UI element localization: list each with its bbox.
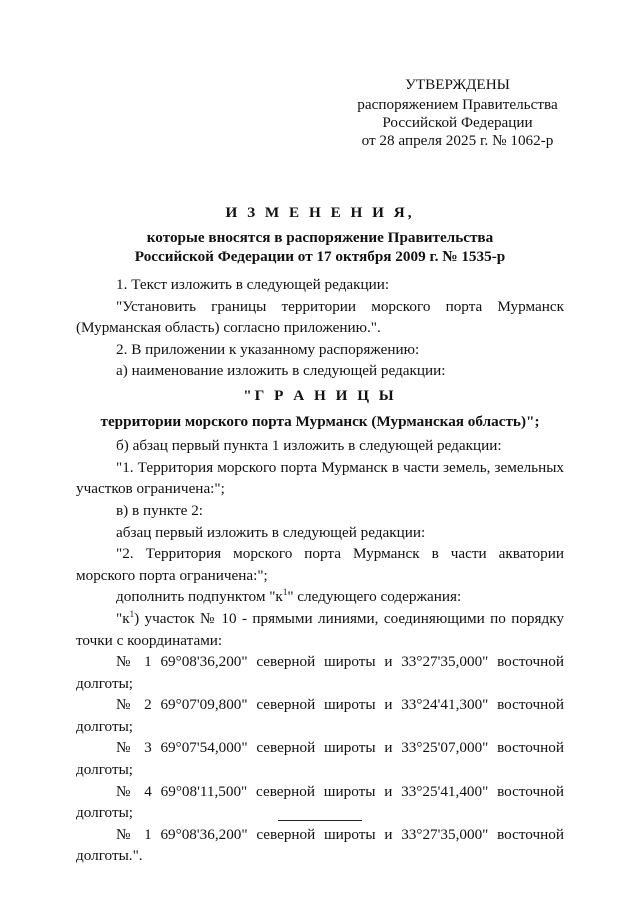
paragraph-10-pre: дополнить подпунктом "к	[116, 588, 283, 606]
document-title: И З М Е Н Е Н И Я,	[225, 204, 415, 221]
document-body	[76, 274, 564, 867]
paragraph-5: б) абзац первый пункта 1 изложить в следующей редакции:	[116, 437, 502, 455]
paragraph-10	[76, 586, 564, 608]
coordinate-tail-2: долготы;	[76, 717, 134, 735]
paragraph-11	[76, 608, 564, 651]
paragraph-4: а) наименование изложить в следующей редакции:	[116, 362, 446, 380]
section-heading-territory: территории морского порта Мурманск (Мурманская область)";	[100, 412, 540, 430]
closing-separator-line	[278, 820, 362, 821]
coordinate-tail-1: долготы;	[76, 674, 134, 692]
document-subtitle	[0, 228, 640, 266]
coordinate-row-1: № 1 69°08'36,200" северной широты и 33°27'35,000" восточной	[116, 653, 564, 671]
approval-line-3: от 28 апреля 2025 г. № 1062-р	[361, 132, 554, 149]
paragraph-1: 1. Текст изложить в следующей редакции:	[116, 276, 390, 293]
paragraph-11-sup: 1	[129, 608, 135, 619]
subtitle-line-2: Российской Федерации от 17 октября 2009 г. № 1535-р	[134, 248, 506, 265]
approval-line-1: распоряжением Правительства	[357, 96, 558, 113]
paragraph-8: абзац первый изложить в следующей редакции:	[116, 523, 426, 541]
paragraph-7: в) в пункте 2:	[116, 501, 204, 519]
approval-title: УТВЕРЖДЕНЫ	[405, 76, 510, 93]
coordinate-tail-4: долготы;	[76, 804, 134, 822]
coordinate-row-3: № 3 69°07'54,000" северной широты и 33°25'07,000" восточной	[116, 739, 564, 757]
subtitle-line-1: которые вносятся в распоряжение Правительства	[146, 229, 494, 246]
coordinate-tail-5: долготы.".	[76, 847, 143, 865]
paragraph-3: 2. В приложении к указанному распоряжению:	[116, 340, 420, 358]
coordinate-row-5: № 1 69°08'36,200" северной широты и 33°27'35,000" восточной	[116, 825, 564, 843]
paragraph-6: "1. Территория морского порта Мурманск в части земель, земельных участков ограничена:";	[76, 458, 564, 498]
section-heading-granicy: "Г Р А Н И Ц Ы	[243, 386, 397, 404]
approval-block	[330, 76, 585, 150]
paragraph-11-post: ) участок № 10 - прямыми линиями, соединяющими по порядку точки с координатами:	[76, 609, 564, 649]
paragraph-9: "2. Территория морского порта Мурманск в части акватории морского порта ограничена:";	[76, 545, 564, 584]
paragraph-11-pre: "к	[116, 609, 130, 627]
coordinate-tail-3: долготы;	[76, 761, 134, 779]
paragraph-10-post: " следующего содержания:	[287, 588, 462, 606]
paragraph-10-sup: 1	[282, 587, 288, 598]
paragraph-2: "Установить границы территории морского порта Мурманск (Мурманская область) согласно приложению.".	[76, 297, 564, 337]
approval-line-2: Российской Федерации	[382, 114, 533, 131]
coordinate-row-2: № 2 69°07'09,800" северной широты и 33°24'41,300" восточной	[116, 696, 564, 714]
coordinate-list	[76, 651, 564, 867]
coordinate-row-4: № 4 69°08'11,500" северной широты и 33°25'41,400" восточной	[116, 782, 564, 800]
